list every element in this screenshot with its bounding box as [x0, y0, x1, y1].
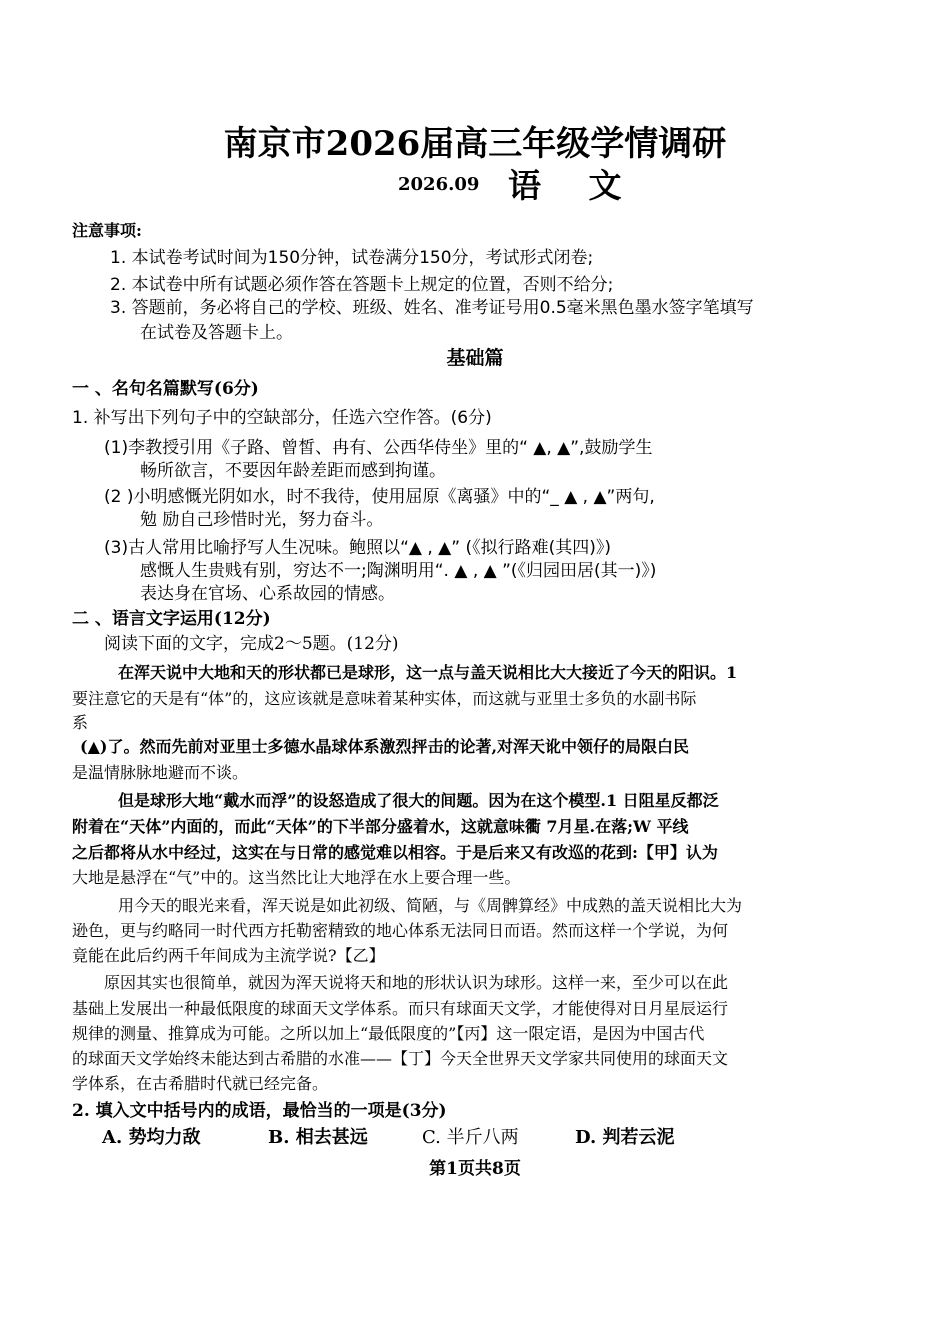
exam-subject: 语 文 — [508, 166, 640, 205]
q1-line-7: 表达身在官场、心系故园的情感。 — [140, 584, 395, 604]
question-2-stem: 2. 填入文中括号内的成语，最恰当的一项是(3分) — [72, 1101, 447, 1121]
option-d[interactable]: D. 判若云泥 — [575, 1127, 675, 1148]
notice-heading: 注意事项: — [72, 221, 142, 240]
exam-date: 2026.09 — [398, 174, 480, 195]
passage-line-11: 逊色，更与约略同一时代西方托勒密精致的地心体系无法同日而语。然而这样一个学说，为何 — [72, 921, 729, 940]
part1-heading: 一 、名句名篇默写(6分) — [72, 379, 259, 399]
notice-item-2: 2. 本试卷中所有试题必须作答在答题卡上规定的位置，否则不给分; — [110, 275, 614, 295]
q1-line-1: (1)李教授引用《子路、曾皙、冉有、公西华侍坐》里的“ ▲, ▲”,鼓励学生 — [104, 438, 653, 458]
question-1-stem: 1. 补写出下列句子中的空缺部分，任选六空作答。(6分) — [72, 408, 492, 428]
passage-line-9: 大地是悬浮在“气”中的。这当然比让大地浮在水上要合理一些。 — [72, 868, 521, 887]
passage-line-5: 是温情脉脉地避而不谈。 — [72, 763, 249, 782]
notice-item-3: 3. 答题前，务必将自己的学校、班级、姓名、准考证号用0.5毫米黑色墨水签字笔填写 — [110, 298, 754, 318]
passage-line-7: 附着在“天体”内面的，而此“天体”的下半部分盛着水，这就意味衢 7月星.在落;W 平线 — [72, 817, 689, 836]
passage-line-12: 竟能在此后约两千年间成为主流学说?【乙】 — [72, 946, 385, 965]
option-a[interactable]: A. 势均力敌 — [102, 1127, 201, 1148]
passage-line-4: (▲)了。然而先前对亚里士多德水晶球体系激烈抨击的论著,对浑天讹中领仔的局限白民 — [80, 737, 690, 756]
passage-line-8: 之后都将从水中经过，这实在与日常的感觉难以相容。于是后来又有改巡的花到:【甲】认为 — [72, 843, 718, 862]
option-b[interactable]: B. 相去甚远 — [268, 1127, 368, 1148]
passage-line-17: 学体系，在古希腊时代就已经完备。 — [72, 1074, 329, 1093]
section-title: 基础篇 — [446, 347, 504, 369]
q1-line-2: 畅所欲言，不要因年龄差距而感到拘谨。 — [140, 461, 446, 481]
passage-line-6: 但是球形大地“戴水而浮”的设怒造成了很大的间题。因为在这个模型.1 日阻星反都泛 — [118, 791, 719, 810]
reading-intro: 阅读下面的文字，完成2～5题。(12分) — [104, 634, 399, 654]
passage-line-1: 在浑天说中大地和天的形状都已是球形，这一点与盖天说相比大大接近了今天的阳识。1 — [118, 663, 738, 682]
notice-item-3-cont: 在试卷及答题卡上。 — [140, 323, 293, 343]
passage-line-13: 原因其实也很简单，就因为浑天说将天和地的形状认识为球形。这样一来，至少可以在此 — [104, 973, 729, 992]
passage-line-16: 的球面天文学始终未能达到古希腊的水准——【丁】今天全世界天文学家共同使用的球面天文 — [72, 1049, 729, 1068]
question-2-options — [0, 1123, 950, 1149]
notice-item-1: 1. 本试卷考试时间为150分钟，试卷满分150分，考试形式闭卷; — [110, 248, 594, 268]
passage-line-15: 规律的测量、推算成为可能。之所以加上“最低限度的”【丙】这一限定语，是因为中国古代 — [72, 1024, 705, 1043]
q1-line-3: (2 )小明感慨光阴如水，时不我待，使用屈原《离骚》中的“_ ▲ , ▲”两句, — [104, 487, 655, 507]
passage-line-10: 用今天的眼光来看，浑天说是如此初级、简陋，与《周髀算经》中成熟的盖天说相比大为 — [118, 896, 743, 915]
page-footer: 第1页共8页 — [429, 1159, 521, 1179]
q1-line-4: 勉 励自己珍惜时光，努力奋斗。 — [140, 510, 384, 530]
part2-heading: 二 、语言文字运用(12分) — [72, 609, 271, 629]
q1-line-6: 感慨人生贵贱有别，穷达不一;陶渊明用“. ▲ , ▲ ”(《归园田居(其一)》) — [140, 561, 657, 581]
q1-line-5: (3)古人常用比喻抒写人生况味。鲍照以“▲ , ▲” (《拟行路难(其四)》) — [104, 538, 611, 558]
passage-line-3: 系 — [72, 713, 89, 732]
passage-line-2: 要注意它的天是有“体”的，这应该就是意味着某种实体，而这就与亚里士多负的水副书际 — [72, 689, 697, 708]
passage-line-14: 基础上发展出一种最低限度的球面天文学体系。而只有球面天文学，才能使得对日月星辰运行 — [72, 999, 729, 1018]
option-c[interactable]: C. 半斤八两 — [422, 1127, 519, 1148]
page-title: 南京市2026届高三年级学情调研 — [223, 124, 727, 164]
